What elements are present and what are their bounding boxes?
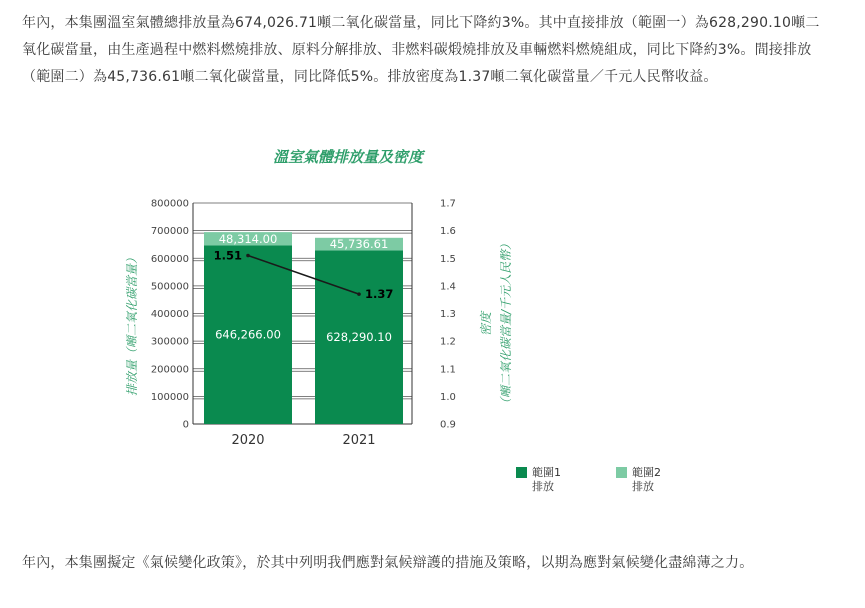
left-tick-label: 400000 — [150, 309, 189, 320]
legend — [516, 465, 661, 493]
left-tick-label: 500000 — [150, 281, 189, 293]
right-tick-label: 1.1 — [440, 364, 456, 376]
category-label: 2020 — [231, 433, 265, 448]
legend-label: 範圍1 — [532, 466, 561, 479]
left-tick-label: 0 — [182, 419, 189, 431]
right-tick-label: 1.7 — [440, 198, 456, 210]
right-tick-label: 1.0 — [440, 391, 456, 403]
left-tick-label: 200000 — [150, 364, 189, 376]
right-tick-label: 1.5 — [440, 253, 456, 265]
category-labels — [231, 433, 375, 448]
left-tick-label: 600000 — [150, 253, 189, 265]
density-label: 1.37 — [365, 287, 394, 302]
right-tick-label: 1.4 — [440, 281, 456, 293]
right-axis-title-line1: 密度 — [479, 311, 493, 337]
paragraph-emissions-summary: 年內，本集團溫室氣體總排放量為674,026.71噸二氧化碳當量，同比下降約3%。其中直接排放（範圍一）為628,290.10噸二氧化碳當量，由生產過程中燃料燃燒排放、原料分解排放、非燃料碳煅燒排放及車輛燃料燃燒組成，同比下降約3%。間接排放（範圍二）為45,736.61噸二氧化碳當量，同比降低5%。排放密度為1.37噸二氧化碳當量／千元人民幣收益。 — [22, 15, 820, 85]
left-tick-label: 800000 — [150, 198, 189, 210]
right-tick-label: 1.6 — [440, 226, 456, 238]
density-point — [246, 254, 250, 258]
bar-value-label: 628,290.10 — [326, 330, 392, 345]
right-tick-label: 1.3 — [440, 309, 456, 320]
right-axis-title-line2: （噸二氧化碳當量/千元人民幣） — [499, 237, 513, 411]
bar-value-label: 646,266.00 — [215, 327, 281, 342]
bar-value-label: 45,736.61 — [329, 237, 389, 252]
legend-swatch — [616, 467, 627, 478]
left-axis-ticks — [151, 199, 189, 431]
legend-swatch — [516, 467, 527, 478]
left-tick-label: 300000 — [150, 336, 189, 348]
right-tick-label: 0.9 — [440, 419, 456, 431]
category-label: 2021 — [342, 433, 376, 448]
right-tick-label: 1.2 — [440, 336, 456, 348]
density-label: 1.51 — [213, 248, 242, 263]
bar-value-label: 48,314.00 — [218, 231, 278, 246]
legend-label: 範圍2 — [632, 466, 661, 479]
legend-label: 排放 — [632, 480, 654, 493]
right-axis-ticks — [440, 199, 456, 431]
left-tick-label: 100000 — [150, 391, 189, 403]
paragraph-climate-policy: 年內，本集團擬定《氣候變化政策》，於其中列明我們應對氣候辯護的措施及策略，以期為應對氣候變化盡綿薄之力。 — [22, 555, 754, 571]
emissions-chart — [0, 140, 865, 500]
left-axis-title: 排放量（噸二氧化碳當量） — [125, 251, 139, 397]
legend-label: 排放 — [532, 480, 554, 493]
left-tick-label: 700000 — [150, 226, 189, 238]
chart-title: 溫室氣體排放量及密度 — [272, 148, 424, 166]
density-point — [357, 292, 361, 296]
